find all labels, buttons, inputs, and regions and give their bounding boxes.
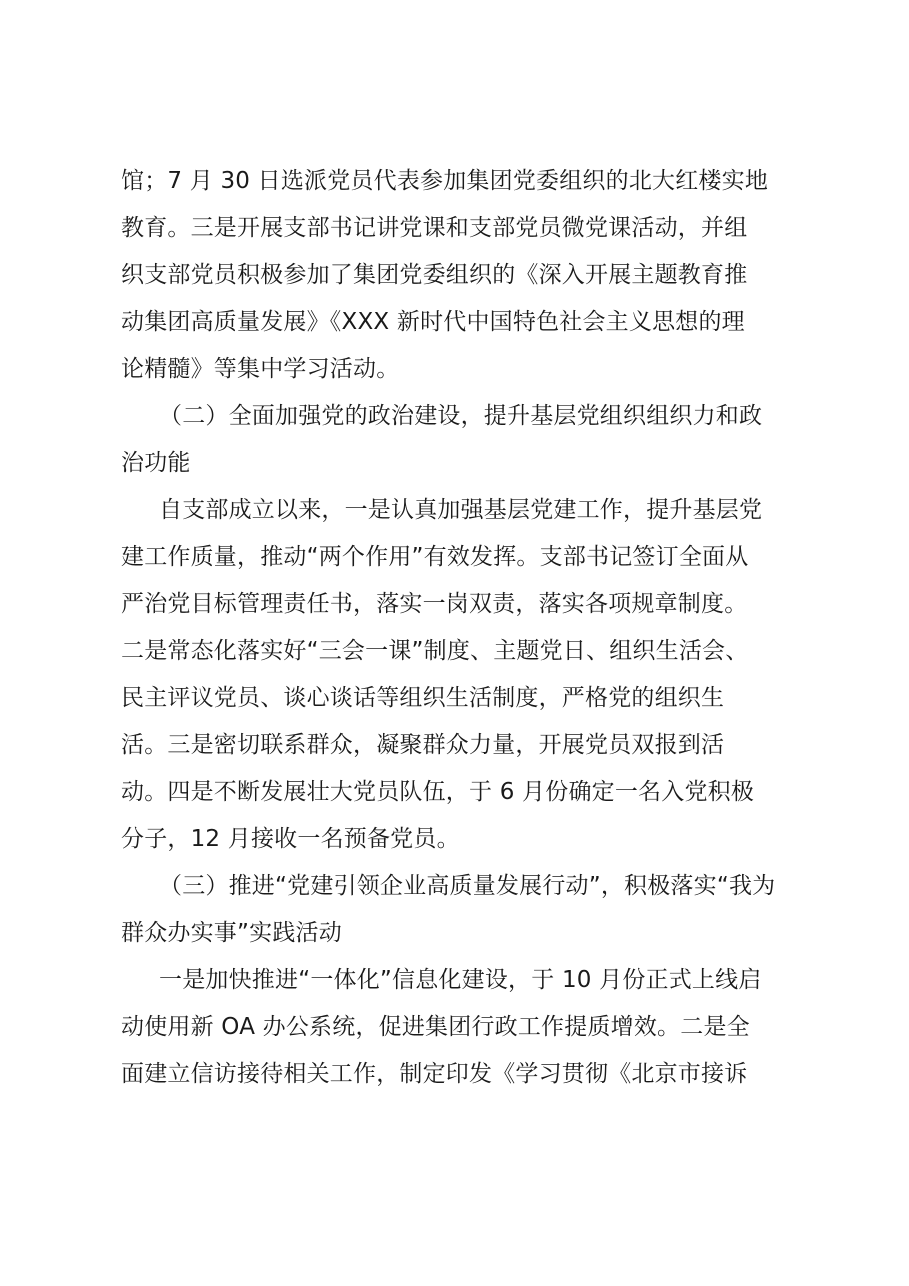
heading-line: 群众办实事”实践活动 <box>121 920 342 946</box>
text-line: 自支部成立以来，一是认真加强基层党建工作，提升基层党 <box>159 497 763 523</box>
text-line: 分子，12 月接收一名预备党员。 <box>121 826 460 852</box>
text-line: 动集团高质量发展》《XXX 新时代中国特色社会主义思想的理 <box>121 309 745 335</box>
text-line: 动。四是不断发展壮大党员队伍，于 6 月份确定一名入党积极 <box>121 779 755 805</box>
text-line: 馆；7 月 30 日选派党员代表参加集团党委组织的北大红楼实地 <box>121 168 769 194</box>
section-heading-2 <box>121 393 799 487</box>
text-line: 建工作质量，推动“两个作用”有效发挥。支部书记签订全面从 <box>121 544 749 570</box>
text-line: 面建立信访接待相关工作，制定印发《学习贯彻《北京市接诉 <box>121 1061 748 1087</box>
text-line: 民主评议党员、谈心谈话等组织生活制度，严格党的组织生 <box>121 685 725 711</box>
text-line: 织支部党员积极参加了集团党委组织的《深入开展主题教育推 <box>121 262 748 288</box>
paragraph-party-building <box>121 487 799 863</box>
heading-line: （三）推进“党建引领企业高质量发展行动”，积极落实“我为 <box>159 873 776 899</box>
section-heading-3 <box>121 863 799 957</box>
text-line: 论精髓》等集中学习活动。 <box>121 356 400 382</box>
paragraph-study-activities <box>121 158 799 393</box>
heading-line: 治功能 <box>121 450 191 476</box>
body-text <box>121 158 799 1098</box>
text-line: 一是加快推进“一体化”信息化建设，于 10 月份正式上线启 <box>159 967 762 993</box>
text-line: 活。三是密切联系群众，凝聚群众力量，开展党员双报到活 <box>121 732 725 758</box>
text-line: 动使用新 OA 办公系统，促进集团行政工作提质增效。二是全 <box>121 1014 750 1040</box>
paragraph-informatization <box>121 957 799 1098</box>
text-line: 教育。三是开展支部书记讲党课和支部党员微党课活动，并组 <box>121 215 748 241</box>
heading-line: （二）全面加强党的政治建设，提升基层党组织组织力和政 <box>159 403 763 429</box>
text-line: 二是常态化落实好“三会一课”制度、主题党日、组织生活会、 <box>121 638 749 664</box>
text-line: 严治党目标管理责任书，落实一岗双责，落实各项规章制度。 <box>121 591 748 617</box>
